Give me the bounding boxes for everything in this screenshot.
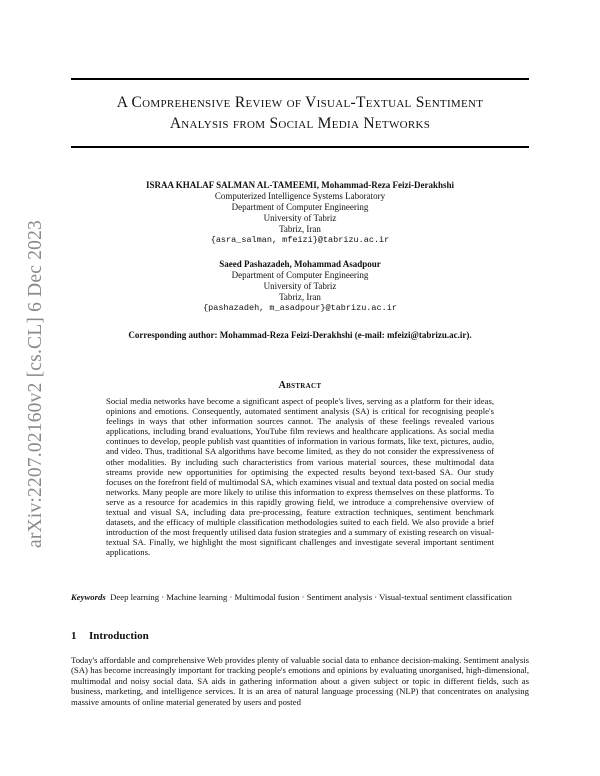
author-names: Saeed Pashazadeh, Mohammad Asadpour: [219, 259, 381, 269]
section-text: Today's affordable and comprehensive Web provides plenty of valuable social data to enhance decision-making. Sentiment analysis (SA) has become increasingly important for tracking people's emotions and opinions by evaluating unorganised, high-dimensional, multimodal and noisy social data. SA aids in gathering information about a given subject or topic in different fields, such as business, marketing, and intelligence services. It is an area of natural language processing (NLP) that concentrates on analysing massive amounts of online material generated by users and posted: [71, 655, 529, 707]
paper-title: [71, 92, 529, 134]
arxiv-stamp: arXiv:2207.02160v2 [cs.CL] 6 Dec 2023: [25, 219, 46, 549]
author-dept: Department of Computer Engineering: [231, 270, 369, 280]
abstract-heading: Abstract: [278, 380, 322, 391]
top-rule: [71, 78, 529, 80]
abstract-text: Social media networks have become a significant aspect of people's lives, serving as a platform for their ideas, opinions and emotions. Consequently, automated sentiment analysis (SA) is critical for recognising people's feelings in ways that other information sources cannot. The analysis of these feelings revealed various applications, including brand evaluations, YouTube film reviews and healthcare applications. As social media continues to develop, people publish vast quantities of information in various formats, like text, pictures, audio, and video. Thus, traditional SA algorithms have become limited, as they do not consider the expressiveness of other modalities. By including such characteristics from various material sources, these multimodal data streams provide new opportunities for optimising the expected results beyond text-based SA. Our study focuses on the forefront field of multimodal SA, which examines visual and textual data posted on social media networks. Many people are more likely to utilise this information to express themselves on these platforms. To serve as a resource for academics in this rapidly growing field, we introduce a comprehensive overview of textual and visual SA, including data pre-processing, feature extraction techniques, sentiment benchmark datasets, and the efficacy of multiple classification methodologies suited to each field. We also provide a brief introduction of the most frequently utilised data fusion strategies and a summary of existing research on visual-textual SA. Finally, we highlight the most significant challenges and investigate several important sentiment applications.: [106, 396, 494, 558]
title-line-2: Analysis from Social Media Networks: [169, 115, 431, 132]
author-names: ISRAA KHALAF SALMAN AL-TAMEEMI, Mohammad-Reza Feizi-Derakhshi: [146, 180, 454, 190]
author-email: {pashazadeh, m_asadpour}@tabrizu.ac.ir: [203, 303, 397, 313]
author-univ: University of Tabriz: [263, 213, 337, 223]
author-block-1: [71, 180, 529, 246]
author-dept: Department of Computer Engineering: [231, 202, 369, 212]
author-univ: University of Tabriz: [263, 281, 337, 291]
section-number: 1: [71, 630, 77, 642]
section-heading: [71, 630, 149, 642]
corresponding-author: Corresponding author: Mohammad-Reza Feizi-Derakhshi (e-mail: mfeizi@tabrizu.ac.ir).: [128, 330, 472, 340]
keywords: [71, 592, 529, 603]
bottom-rule: [71, 146, 529, 148]
author-city: Tabriz, Iran: [279, 292, 321, 302]
author-block-2: [71, 259, 529, 314]
section-title: Introduction: [89, 630, 149, 642]
author-lab: Computerized Intelligence Systems Laboratory: [214, 191, 386, 201]
keywords-text: Deep learning · Machine learning · Multimodal fusion · Sentiment analysis · Visual-textual sentiment classification: [110, 592, 512, 602]
keywords-label: Keywords: [71, 592, 106, 602]
author-city: Tabriz, Iran: [279, 224, 321, 234]
title-line-1: A Comprehensive Review of Visual-Textual Sentiment: [116, 94, 484, 111]
author-email: {asra_salman, mfeizi}@tabrizu.ac.ir: [210, 235, 390, 245]
